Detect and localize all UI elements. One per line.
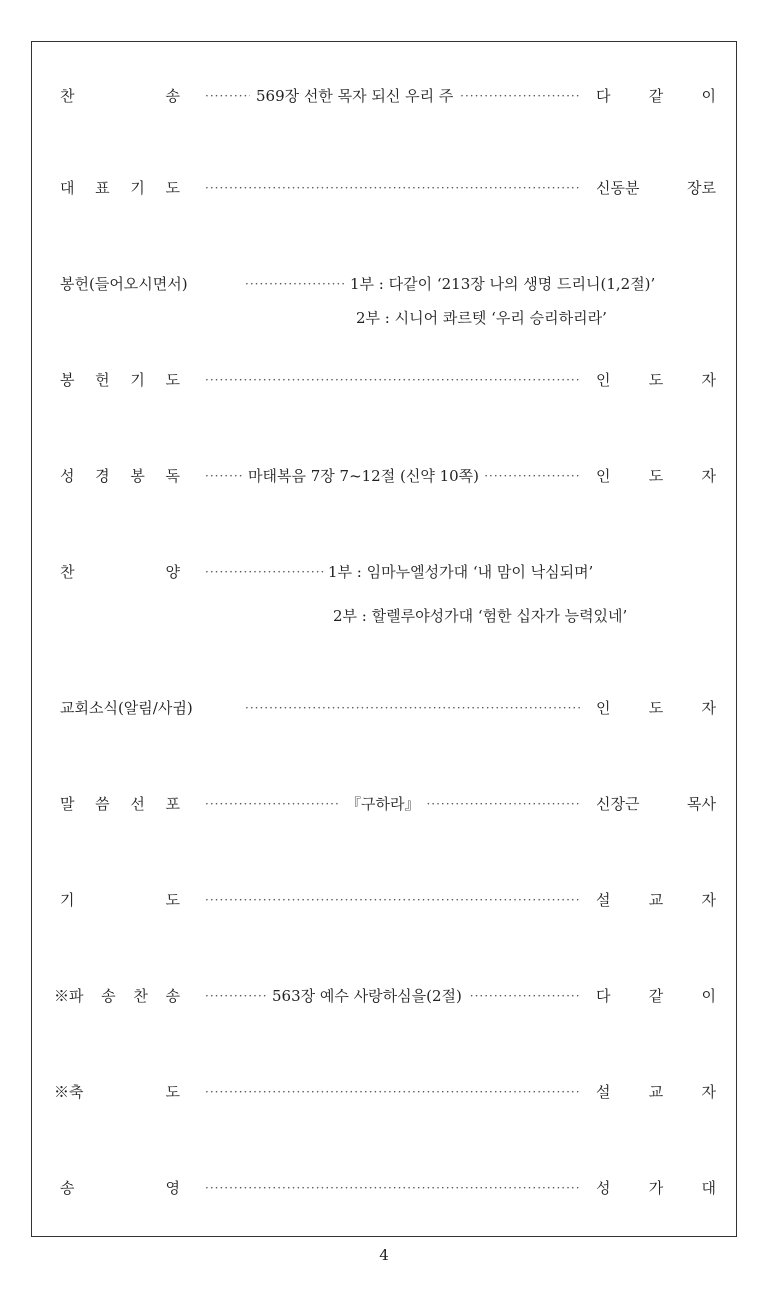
label-char: 송 <box>101 987 116 1005</box>
label-char: 송 <box>165 87 180 105</box>
dot-leader <box>205 1080 580 1104</box>
label-char: 찬 <box>60 87 75 105</box>
row-right <box>596 176 716 200</box>
label-char: 봉 <box>130 467 145 485</box>
label-char: 성 <box>60 467 75 485</box>
row-right <box>596 888 716 912</box>
row-scripture-reading <box>60 464 716 488</box>
right-char: 자 <box>701 1083 716 1101</box>
row-offering-prayer <box>60 368 716 392</box>
label-char: 헌 <box>95 371 110 389</box>
row-offering <box>60 272 716 296</box>
right-char: 교 <box>648 1083 664 1101</box>
row-sending-hymn <box>54 984 716 1008</box>
row-right <box>596 792 716 816</box>
row-label <box>60 560 180 584</box>
label-char: 선 <box>130 795 145 813</box>
label-char: 표 <box>95 179 110 197</box>
row-middle-text: 563장 예수 사랑하심을(2절) <box>266 984 468 1008</box>
row-sermon <box>60 792 716 816</box>
right-name: 신동분 <box>596 179 640 197</box>
row-label <box>60 1176 180 1200</box>
right-title: 장로 <box>687 179 716 197</box>
right-char: 도 <box>648 699 664 717</box>
row-offering-sub: 2부 : 시니어 콰르텟 ‘우리 승리하리라’ <box>356 309 607 327</box>
label-char: 기 <box>130 179 145 197</box>
right-char: 설 <box>596 1083 611 1101</box>
dot-leader <box>205 368 580 392</box>
right-char: 가 <box>648 1179 664 1197</box>
label-char: 기 <box>130 371 145 389</box>
label-char: 양 <box>165 563 180 581</box>
label-char: 말 <box>60 795 75 813</box>
label-char: 영 <box>165 1179 180 1197</box>
label-char: 기 <box>60 891 75 909</box>
label-char: 송 <box>60 1179 75 1197</box>
right-char: 자 <box>701 699 716 717</box>
program-frame <box>31 41 737 1237</box>
right-char: 같 <box>648 987 664 1005</box>
right-char: 다 <box>596 987 611 1005</box>
right-char: 자 <box>701 371 716 389</box>
right-char: 같 <box>648 87 664 105</box>
dot-leader <box>205 888 580 912</box>
right-char: 인 <box>596 467 611 485</box>
label-char: 도 <box>165 1083 180 1101</box>
row-label: 교회소식(알림/사귐) <box>60 699 193 717</box>
row-right <box>596 1080 716 1104</box>
right-name: 신장근 <box>596 795 640 813</box>
label-char: 도 <box>165 371 180 389</box>
row-right <box>596 84 716 108</box>
label-char: 도 <box>165 891 180 909</box>
row-label <box>60 368 180 392</box>
right-char: 설 <box>596 891 611 909</box>
row-choir-anthem <box>60 560 716 584</box>
label-char: 도 <box>165 179 180 197</box>
right-title: 목사 <box>687 795 716 813</box>
row-opening-hymn <box>60 84 716 108</box>
right-char: 자 <box>701 891 716 909</box>
row-label <box>60 792 180 816</box>
row-prayer <box>60 888 716 912</box>
row-doxology <box>60 1176 716 1200</box>
row-right <box>596 368 716 392</box>
right-char: 도 <box>648 467 664 485</box>
sermon-title: 『구하라』 <box>340 792 425 816</box>
right-char: 다 <box>596 87 611 105</box>
dot-leader <box>205 1176 580 1200</box>
row-label <box>60 464 180 488</box>
row-label <box>60 888 180 912</box>
right-char: 인 <box>596 371 611 389</box>
row-church-news <box>60 696 716 720</box>
label-char: ※축 <box>54 1083 84 1101</box>
label-char: 찬 <box>133 987 148 1005</box>
page-number: 4 <box>379 1246 389 1264</box>
label-char: 송 <box>165 987 180 1005</box>
label-char: 봉 <box>60 371 75 389</box>
dot-leader <box>205 560 325 584</box>
row-representative-prayer <box>60 176 716 200</box>
row-right <box>596 984 716 1008</box>
right-char: 교 <box>648 891 664 909</box>
label-char: 포 <box>165 795 180 813</box>
right-char: 도 <box>648 371 664 389</box>
row-middle-text: 1부 : 임마누엘성가대 ‘내 맘이 낙심되며’ <box>328 560 593 584</box>
row-benediction <box>54 1080 716 1104</box>
right-char: 이 <box>701 87 716 105</box>
label-char: 씀 <box>95 795 110 813</box>
row-right <box>596 696 716 720</box>
row-middle-text: 569장 선한 목자 되신 우리 주 <box>250 84 459 108</box>
label-char: 대 <box>60 179 75 197</box>
label-char: 찬 <box>60 563 75 581</box>
dot-leader <box>245 696 580 720</box>
right-char: 이 <box>701 987 716 1005</box>
row-choir-anthem-sub: 2부 : 할렐루야성가대 ‘험한 십자가 능력있네’ <box>333 607 628 625</box>
right-char: 인 <box>596 699 611 717</box>
right-char: 대 <box>701 1179 716 1197</box>
row-middle-text: 마태복음 7장 7~12절 (신약 10쪽) <box>242 464 485 488</box>
dot-leader <box>245 272 345 296</box>
row-label: 봉헌(들어오시면서) <box>60 275 188 293</box>
dot-leader <box>205 176 580 200</box>
right-char: 성 <box>596 1179 611 1197</box>
label-char: 경 <box>95 467 110 485</box>
row-label <box>60 176 180 200</box>
label-char: ※파 <box>54 987 84 1005</box>
right-char: 자 <box>701 467 716 485</box>
row-label <box>60 84 180 108</box>
row-label <box>54 1080 180 1104</box>
row-right <box>596 1176 716 1200</box>
label-char: 독 <box>165 467 180 485</box>
row-middle-text: 1부 : 다같이 ‘213장 나의 생명 드리니(1,2절)’ <box>350 272 655 296</box>
row-label <box>54 984 180 1008</box>
row-right <box>596 464 716 488</box>
